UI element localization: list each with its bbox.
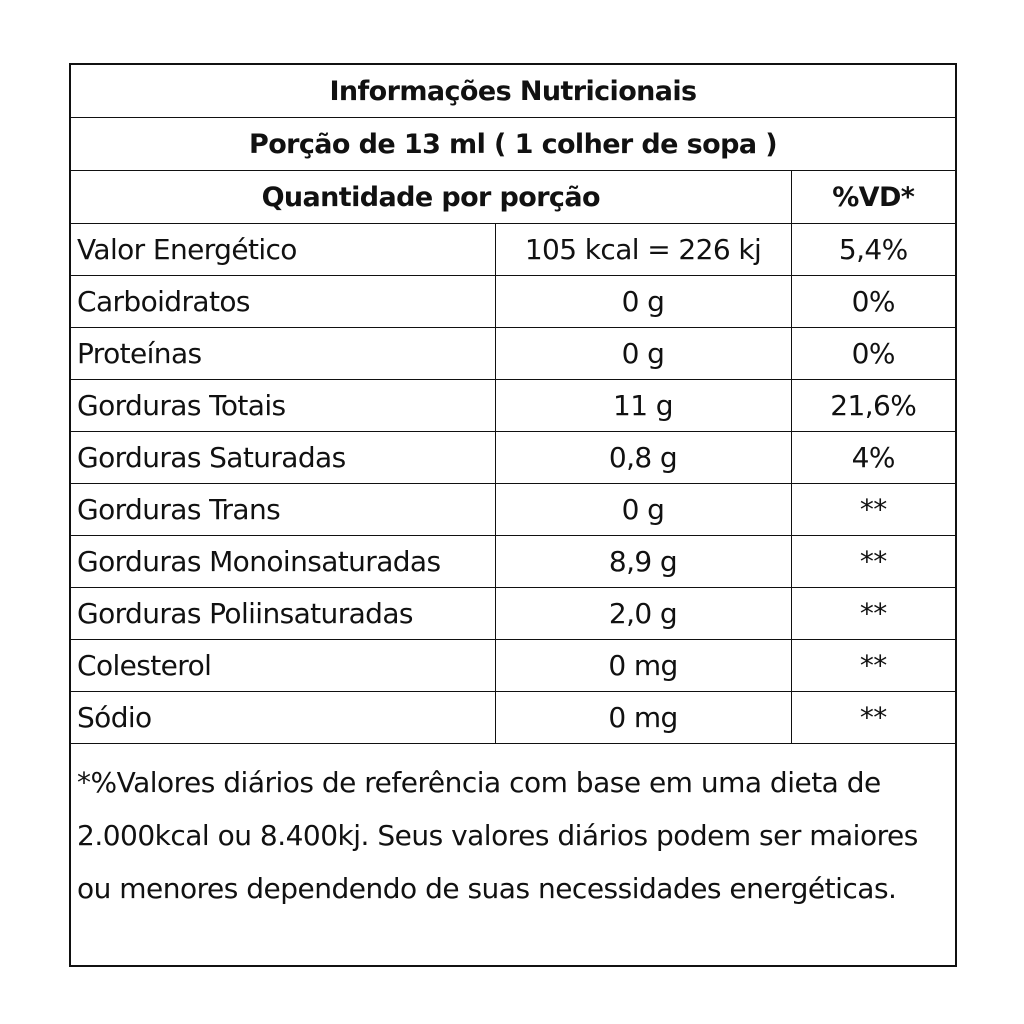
portion-row	[71, 118, 955, 171]
table-row	[71, 692, 955, 744]
nutrient-vd: 5,4%	[791, 224, 955, 276]
nutrient-quantity: 0 g	[495, 276, 791, 328]
nutrient-name: Valor Energético	[71, 224, 495, 276]
nutrient-vd: **	[791, 588, 955, 640]
nutrient-vd: **	[791, 536, 955, 588]
nutrient-quantity: 0 g	[495, 484, 791, 536]
nutrient-quantity: 0,8 g	[495, 432, 791, 484]
nutrient-name: Gorduras Trans	[71, 484, 495, 536]
table-row	[71, 484, 955, 536]
table-row	[71, 432, 955, 484]
table-row	[71, 328, 955, 380]
nutrient-name: Gorduras Monoinsaturadas	[71, 536, 495, 588]
nutrient-name: Proteínas	[71, 328, 495, 380]
portion-size: Porção de 13 ml ( 1 colher de sopa )	[71, 118, 955, 171]
nutrient-name: Carboidratos	[71, 276, 495, 328]
nutrient-name: Gorduras Totais	[71, 380, 495, 432]
nutrition-facts-label	[69, 63, 957, 967]
nutrient-quantity: 2,0 g	[495, 588, 791, 640]
nutrient-name: Colesterol	[71, 640, 495, 692]
nutrient-quantity: 105 kcal = 226 kj	[495, 224, 791, 276]
table-row	[71, 380, 955, 432]
nutrient-name: Gorduras Saturadas	[71, 432, 495, 484]
nutrient-vd: 21,6%	[791, 380, 955, 432]
footnote: *%Valores diários de referência com base em uma dieta de 2.000kcal ou 8.400kj. Seus valores diários podem ser maiores ou menores dependendo de suas necessidades energéticas.	[77, 766, 918, 905]
nutrient-vd: 0%	[791, 276, 955, 328]
table-title: Informações Nutricionais	[71, 65, 955, 118]
table-row	[71, 588, 955, 640]
nutrient-vd: 4%	[791, 432, 955, 484]
title-row	[71, 65, 955, 118]
nutrient-quantity: 8,9 g	[495, 536, 791, 588]
nutrient-quantity: 0 g	[495, 328, 791, 380]
table-row	[71, 224, 955, 276]
nutrient-vd: **	[791, 484, 955, 536]
column-header-row	[71, 171, 955, 224]
nutrient-vd: 0%	[791, 328, 955, 380]
quantity-header: Quantidade por porção	[71, 171, 791, 224]
nutrient-name: Gorduras Poliinsaturadas	[71, 588, 495, 640]
nutrient-quantity: 0 mg	[495, 640, 791, 692]
nutrient-quantity: 0 mg	[495, 692, 791, 744]
table-row	[71, 536, 955, 588]
nutrition-table	[71, 65, 955, 744]
nutrient-vd: **	[791, 692, 955, 744]
nutrient-vd: **	[791, 640, 955, 692]
table-row	[71, 640, 955, 692]
nutrient-quantity: 11 g	[495, 380, 791, 432]
nutrient-name: Sódio	[71, 692, 495, 744]
table-row	[71, 276, 955, 328]
vd-header: %VD*	[791, 171, 955, 224]
